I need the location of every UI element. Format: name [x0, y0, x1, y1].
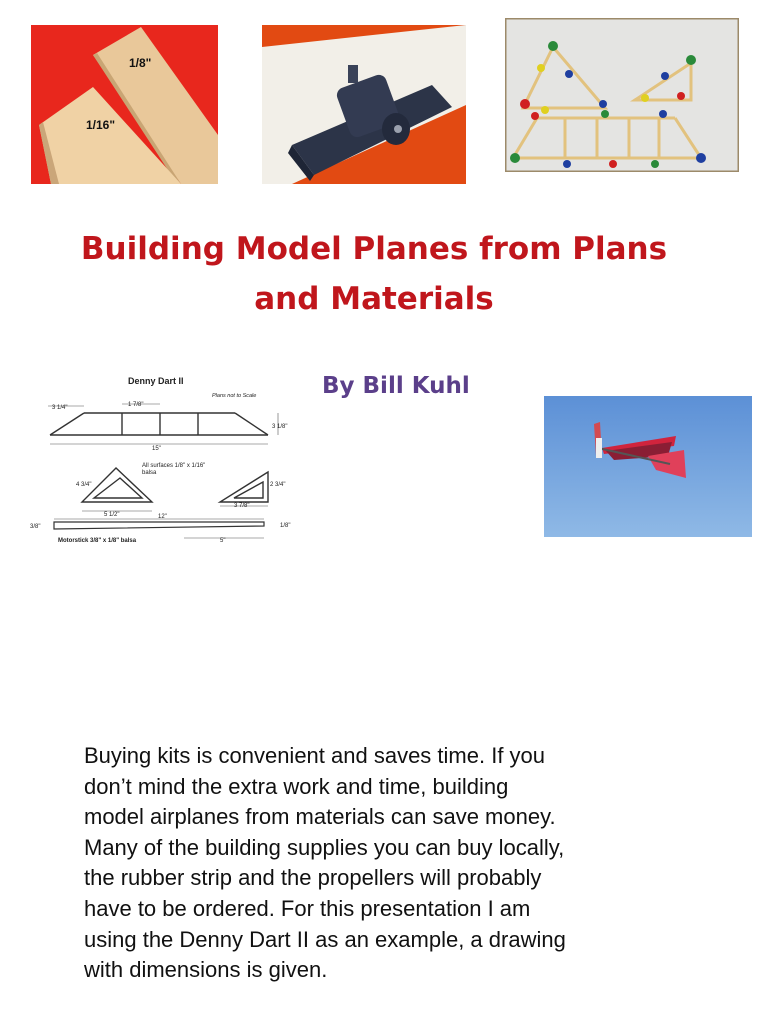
plans-dim-stab-height: 2 3/4"	[270, 482, 286, 488]
balsa-sheets-photo	[31, 25, 218, 184]
plans-stick-note: Motorstick 3/8" x 1/8" balsa	[58, 538, 137, 544]
plans-scale-note: Plans not to Scale	[212, 393, 257, 399]
plans-dim-stick-length: 12"	[158, 514, 167, 520]
plans-dim-stick-right: 1/8"	[280, 523, 291, 529]
plane-in-flight-image	[544, 396, 752, 537]
balsa-sheets-image	[31, 25, 218, 184]
paragraph-line: have to be ordered. For this presentation I am	[84, 895, 531, 921]
balsa-label-thin: 1/16"	[86, 118, 116, 132]
plane-in-flight-photo	[544, 396, 752, 537]
plans-dim-wing: 15"	[152, 446, 161, 452]
balsa-label-thick: 1/8"	[129, 56, 152, 70]
pinned-frames-image	[505, 18, 739, 172]
denny-dart-plans-drawing	[28, 366, 306, 556]
intro-paragraph	[84, 741, 694, 986]
title-line-1: Building Model Planes from Plans	[80, 231, 668, 267]
plans-dim-height: 3 1/8"	[272, 424, 288, 430]
paragraph-line: the rubber strip and the propellers will probably	[84, 865, 542, 891]
paragraph-line: Buying kits is convenient and saves time. If you	[84, 743, 546, 768]
pinned-frames-photo	[505, 18, 739, 172]
title-line-2: and Materials	[254, 281, 494, 317]
plans-dim-stick-left: 3/8"	[30, 524, 41, 530]
plans-dim-stab-base: 3 7/8"	[234, 503, 250, 509]
plans-dim-fin-base: 5 1/2"	[104, 512, 120, 518]
paragraph-line: don’t mind the extra work and time, building	[84, 773, 509, 799]
paragraph-line: using the Denny Dart II as an example, a drawing	[84, 926, 566, 952]
paragraph-line: model airplanes from materials can save money.	[84, 804, 556, 830]
plans-surfaces-note-2: balsa	[142, 470, 157, 476]
plans-surfaces-note-1: All surfaces 1/8" x 1/16"	[142, 463, 206, 469]
plans-dim-fin-height: 4 3/4"	[76, 482, 92, 488]
paragraph-line: Many of the building supplies you can buy locally,	[84, 834, 565, 860]
paragraph-line: with dimensions is given.	[84, 957, 328, 983]
balsa-stripper-photo	[262, 25, 466, 184]
plans-dim-end: 3 1/4"	[52, 405, 68, 411]
plans-dim-stick-taper: 5"	[220, 538, 226, 544]
page-title	[40, 224, 708, 324]
balsa-stripper-image	[262, 25, 466, 184]
plans-heading: Denny Dart II	[128, 376, 184, 386]
plans-svg	[28, 366, 306, 556]
author-byline: By Bill Kuhl	[322, 373, 470, 399]
plans-dim-bay: 1 7/8"	[128, 402, 144, 408]
